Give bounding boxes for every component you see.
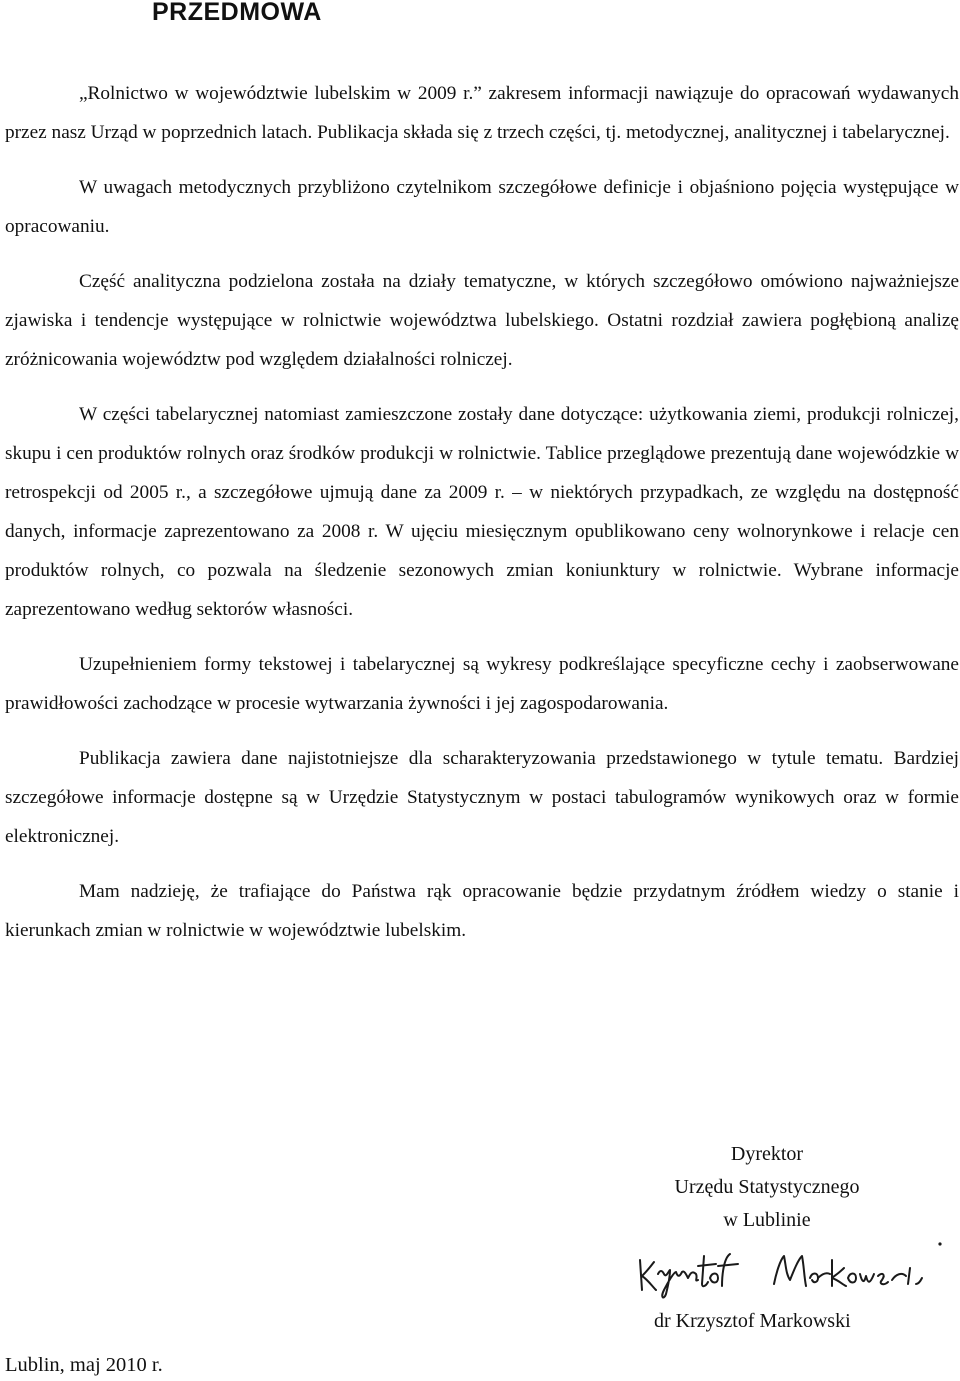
paragraph-tabular: W części tabelarycznej natomiast zamieszczone zostały dane dotyczące: użytkowania ziemi, produkcji rolniczej, skupu i cen produktów rolnych oraz środków produkcji w rolnictwie. Tablice przeglądowe prezentują dane wojewódzkie w retrospekcji od 2005 r., a szczegółowe ujmują dane za 2009 r. – w niektórych przypadkach, ze względu na dostępność danych, informacje zaprezentowano za 2008 r. W ujęciu miesięcznym opublikowano ceny wolnorynkowe i relacje cen produktów rolnych, co pozwala na śledzenie sezonowych zmian koniunktury w rolnictwie. Wybrane informacje zaprezentowano według sektorów własności. bbox=[5, 404, 959, 620]
signer-city: w Lublinie bbox=[723, 1209, 811, 1231]
preface-body bbox=[5, 74, 959, 966]
signer-position: Dyrektor bbox=[730, 1143, 804, 1165]
paragraph-intro: „Rolnictwo w województwie lubelskim w 2009 r.” zakresem informacji nawiązuje do opracowań wydawanych przez nasz Urząd w poprzednich latach. Publikacja składa się z trzech części, tj. metodycznej, analitycznej i tabelarycznej. bbox=[5, 83, 959, 143]
signature-block bbox=[600, 1138, 934, 1237]
signer-name: dr Krzysztof Markowski bbox=[654, 1310, 851, 1332]
handwritten-signature bbox=[604, 1234, 954, 1314]
paragraph-charts: Uzupełnieniem formy tekstowej i tabelarycznej są wykresy podkreślające specyficzne cechy i zaobserwowane prawidłowości zachodzące w procesie wytwarzania żywności i jej zagospodarowania. bbox=[5, 654, 959, 714]
paragraph-analytical: Część analityczna podzielona została na działy tematyczne, w których szczegółowo omówiono najważniejsze zjawiska i tendencje występujące w rolnictwie województwa lubelskiego. Ostatni rozdział zawiera pogłębioną analizę zróżnicowania województw pod względem działalności rolniczej. bbox=[5, 271, 959, 370]
page-title: PRZEDMOWA bbox=[152, 0, 322, 26]
paragraph-methodology: W uwagach metodycznych przybliżono czytelnikom szczegółowe definicje i objaśniono pojęcia występujące w opracowaniu. bbox=[5, 177, 959, 237]
signer-office: Urzędu Statystycznego bbox=[674, 1176, 860, 1198]
place-date: Lublin, maj 2010 r. bbox=[5, 1354, 163, 1376]
paragraph-scope: Publikacja zawiera dane najistotniejsze dla scharakteryzowania przedstawionego w tytule tematu. Bardziej szczegółowe informacje dostępne są w Urzędzie Statystycznym w postaci tabulogramów wynikowych oraz w formie elektronicznej. bbox=[5, 748, 959, 847]
paragraph-closing: Mam nadzieję, że trafiające do Państwa rąk opracowanie będzie przydatnym źródłem wiedzy o stanie i kierunkach zmian w rolnictwie w województwie lubelskim. bbox=[5, 881, 959, 941]
